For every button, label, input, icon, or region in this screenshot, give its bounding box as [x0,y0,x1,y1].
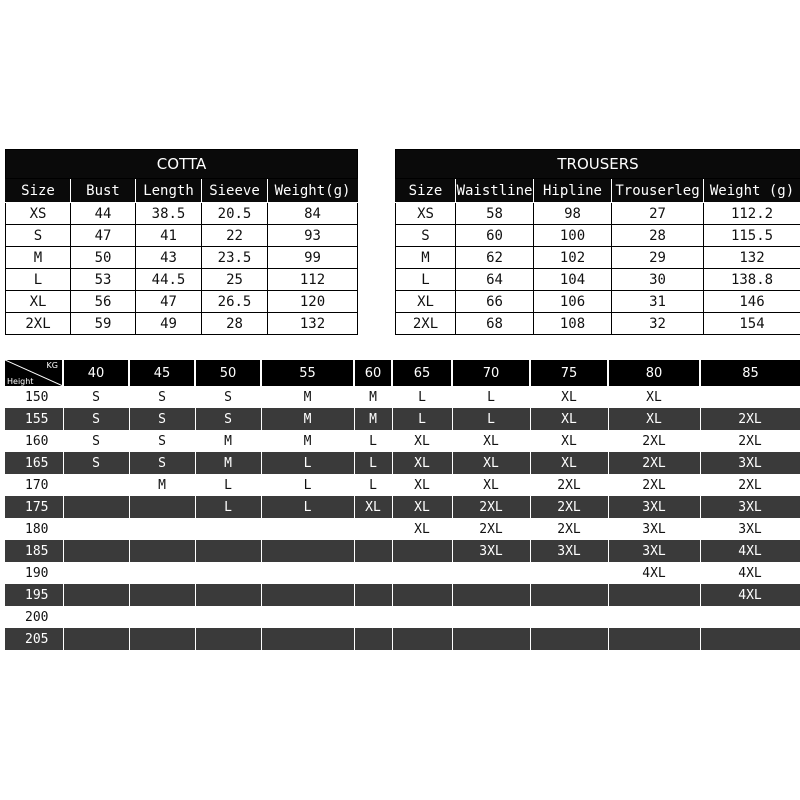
size-recommendation-cell [261,606,354,628]
trousers-size-row [396,269,800,291]
cotta-size-row [6,247,358,269]
size-recommendation-cell: L [195,474,261,496]
height-label: 200 [5,606,63,628]
size-recommendation-cell: M [261,408,354,430]
trousers-col-header: Trouserleg [612,179,704,203]
trousers-size-cell: S [396,225,456,247]
size-recommendation-cell: L [195,496,261,518]
size-recommendation-cell: L [261,474,354,496]
size-recommendation-cell: XL [452,430,530,452]
size-recommendation-cell: 2XL [530,518,608,540]
height-row [5,430,800,452]
size-recommendation-cell: 3XL [530,540,608,562]
size-recommendation-cell: 2XL [608,430,700,452]
trousers-measure-cell: 64 [456,269,534,291]
size-recommendation-cell [129,540,195,562]
size-recommendation-cell [261,584,354,606]
weight-header-row [5,360,800,386]
trousers-size-cell: XS [396,203,456,225]
size-recommendation-cell [354,584,392,606]
size-recommendation-cell: 3XL [608,540,700,562]
size-recommendation-cell: XL [530,430,608,452]
cotta-measure-cell: 59 [71,313,136,335]
size-recommendation-cell: 2XL [530,474,608,496]
size-recommendation-cell: L [354,474,392,496]
trousers-measure-cell: 132 [704,247,800,269]
size-recommendation-cell: 2XL [452,496,530,518]
trousers-measure-cell: 154 [704,313,800,335]
trousers-size-cell: XL [396,291,456,313]
cotta-measure-cell: 93 [268,225,358,247]
size-recommendation-cell: 3XL [452,540,530,562]
size-recommendation-cell: 2XL [452,518,530,540]
cotta-measure-cell: 120 [268,291,358,313]
height-label: 190 [5,562,63,584]
size-recommendation-cell [195,606,261,628]
trousers-measure-cell: 30 [612,269,704,291]
size-recommendation-cell: XL [530,452,608,474]
cotta-measure-cell: 38.5 [136,203,202,225]
size-recommendation-cell [195,562,261,584]
size-recommendation-cell: M [261,386,354,408]
trousers-measure-cell: 115.5 [704,225,800,247]
size-recommendation-cell: M [354,386,392,408]
trousers-measure-cell: 58 [456,203,534,225]
size-recommendation-cell: M [129,474,195,496]
trousers-col-header: Size [396,179,456,203]
height-row [5,474,800,496]
weight-header: 40 [63,360,129,386]
cotta-measure-cell: 132 [268,313,358,335]
size-recommendation-cell: L [392,386,452,408]
size-recommendation-cell: M [261,430,354,452]
cotta-size-table [5,149,358,335]
cotta-size-cell: XS [6,203,71,225]
cotta-size-cell: S [6,225,71,247]
size-recommendation-cell: S [129,430,195,452]
cotta-measure-cell: 20.5 [202,203,268,225]
size-recommendation-cell: XL [392,496,452,518]
size-recommendation-cell [452,628,530,650]
height-axis-label: Height [7,377,34,386]
cotta-size-cell: 2XL [6,313,71,335]
size-recommendation-cell: S [129,452,195,474]
size-recommendation-cell: 3XL [608,496,700,518]
size-recommendation-cell [129,518,195,540]
size-recommendation-cell: L [261,496,354,518]
cotta-size-row [6,225,358,247]
size-recommendation-cell: XL [530,386,608,408]
trousers-measure-cell: 104 [534,269,612,291]
height-row [5,408,800,430]
size-recommendation-cell: S [63,430,129,452]
cotta-size-row [6,313,358,335]
size-recommendation-cell: M [195,430,261,452]
height-label: 185 [5,540,63,562]
size-recommendation-cell [608,584,700,606]
size-recommendation-cell [129,628,195,650]
height-row [5,562,800,584]
size-recommendation-cell [261,562,354,584]
size-recommendation-cell: 4XL [700,540,800,562]
height-row [5,540,800,562]
size-recommendation-cell [63,496,129,518]
size-recommendation-cell [261,518,354,540]
size-recommendation-cell: L [452,386,530,408]
size-recommendation-cell [195,518,261,540]
trousers-measure-cell: 60 [456,225,534,247]
size-recommendation-cell: 4XL [700,584,800,606]
trousers-measure-cell: 108 [534,313,612,335]
size-recommendation-cell [608,606,700,628]
size-recommendation-cell [608,628,700,650]
size-recommendation-cell: M [195,452,261,474]
size-recommendation-cell [129,584,195,606]
size-recommendation-cell: 2XL [700,408,800,430]
trousers-size-row [396,225,800,247]
size-recommendation-cell [452,584,530,606]
size-recommendation-cell: S [195,408,261,430]
weight-header: 50 [195,360,261,386]
size-recommendation-cell: XL [354,496,392,518]
size-recommendation-cell: 2XL [700,430,800,452]
size-recommendation-cell: 3XL [608,518,700,540]
cotta-title: COTTA [6,150,358,179]
size-recommendation-cell [530,606,608,628]
size-recommendation-cell [700,628,800,650]
height-row [5,584,800,606]
cotta-col-header: Weight(g) [268,179,358,203]
size-recommendation-cell [392,540,452,562]
size-recommendation-cell [392,562,452,584]
trousers-measure-cell: 102 [534,247,612,269]
cotta-measure-cell: 43 [136,247,202,269]
cotta-measure-cell: 84 [268,203,358,225]
cotta-size-cell: M [6,247,71,269]
cotta-size-cell: L [6,269,71,291]
trousers-measure-cell: 29 [612,247,704,269]
height-row [5,386,800,408]
size-recommendation-cell [63,606,129,628]
size-recommendation-cell [129,496,195,518]
height-label: 170 [5,474,63,496]
cotta-measure-cell: 28 [202,313,268,335]
cotta-measure-cell: 26.5 [202,291,268,313]
trousers-measure-cell: 68 [456,313,534,335]
cotta-measure-cell: 49 [136,313,202,335]
size-recommendation-cell [195,584,261,606]
height-label: 175 [5,496,63,518]
trousers-measure-cell: 106 [534,291,612,313]
cotta-measure-cell: 47 [136,291,202,313]
size-recommendation-cell: S [129,386,195,408]
cotta-measure-cell: 56 [71,291,136,313]
trousers-measure-cell: 98 [534,203,612,225]
trousers-measure-cell: 100 [534,225,612,247]
size-recommendation-cell [63,562,129,584]
size-recommendation-cell [63,518,129,540]
height-label: 160 [5,430,63,452]
weight-header: 60 [354,360,392,386]
cotta-size-row [6,291,358,313]
cotta-measure-cell: 99 [268,247,358,269]
grid-corner-cell [5,360,63,386]
height-label: 165 [5,452,63,474]
cotta-col-header: Size [6,179,71,203]
size-recommendation-cell: XL [608,408,700,430]
trousers-size-table [395,149,800,335]
cotta-measure-cell: 23.5 [202,247,268,269]
size-recommendation-cell [63,474,129,496]
size-recommendation-cell [354,518,392,540]
size-recommendation-cell [129,606,195,628]
size-recommendation-cell: S [63,386,129,408]
weight-header: 55 [261,360,354,386]
cotta-col-header: Length [136,179,202,203]
size-recommendation-cell [392,606,452,628]
weight-axis-label: KG [46,361,58,370]
cotta-size-row [6,269,358,291]
size-recommendation-cell: L [392,408,452,430]
cotta-measure-cell: 53 [71,269,136,291]
weight-header: 80 [608,360,700,386]
size-recommendation-cell: 4XL [700,562,800,584]
height-label: 195 [5,584,63,606]
size-recommendation-cell [354,628,392,650]
trousers-measure-cell: 112.2 [704,203,800,225]
trousers-title: TROUSERS [396,150,800,179]
trousers-measure-cell: 62 [456,247,534,269]
size-recommendation-cell [261,540,354,562]
size-recommendation-cell [63,628,129,650]
trousers-size-row [396,247,800,269]
trousers-size-cell: 2XL [396,313,456,335]
size-recommendation-cell [195,540,261,562]
size-recommendation-cell: 3XL [700,518,800,540]
size-recommendation-cell: XL [452,452,530,474]
cotta-col-header: Bust [71,179,136,203]
size-recommendation-cell: 2XL [608,474,700,496]
size-recommendation-cell [700,606,800,628]
size-recommendation-cell: XL [392,452,452,474]
size-recommendation-cell: S [63,452,129,474]
size-recommendation-cell: 3XL [700,496,800,518]
height-row [5,496,800,518]
trousers-size-cell: M [396,247,456,269]
size-recommendation-cell: XL [392,474,452,496]
size-recommendation-cell: S [129,408,195,430]
cotta-measure-cell: 25 [202,269,268,291]
trousers-col-header: Hipline [534,179,612,203]
cotta-measure-cell: 44 [71,203,136,225]
size-recommendation-cell: XL [392,430,452,452]
size-recommendation-cell: M [354,408,392,430]
weight-header: 70 [452,360,530,386]
trousers-measure-cell: 28 [612,225,704,247]
height-label: 155 [5,408,63,430]
height-label: 205 [5,628,63,650]
size-recommendation-cell [530,584,608,606]
trousers-size-cell: L [396,269,456,291]
trousers-size-row [396,291,800,313]
trousers-measure-cell: 146 [704,291,800,313]
weight-header: 65 [392,360,452,386]
size-recommendation-cell [63,584,129,606]
size-recommendation-cell: 2XL [530,496,608,518]
cotta-measure-cell: 41 [136,225,202,247]
size-recommendation-cell [261,628,354,650]
trousers-measure-cell: 27 [612,203,704,225]
trousers-size-row [396,203,800,225]
cotta-size-row [6,203,358,225]
trousers-measure-cell: 31 [612,291,704,313]
size-recommendation-cell [452,562,530,584]
cotta-measure-cell: 47 [71,225,136,247]
trousers-col-header: Weight (g) [704,179,800,203]
trousers-measure-cell: 66 [456,291,534,313]
size-recommendation-cell [392,628,452,650]
size-recommendation-cell: L [354,452,392,474]
weight-header: 85 [700,360,800,386]
height-weight-size-grid [5,360,800,650]
size-recommendation-cell: XL [608,386,700,408]
cotta-header-row [6,179,358,203]
size-recommendation-cell: 2XL [700,474,800,496]
size-recommendation-cell: 2XL [608,452,700,474]
trousers-col-header: Waistline [456,179,534,203]
height-label: 150 [5,386,63,408]
cotta-measure-cell: 44.5 [136,269,202,291]
size-recommendation-cell: 4XL [608,562,700,584]
size-recommendation-cell: S [63,408,129,430]
size-recommendation-cell [354,562,392,584]
size-recommendation-cell [354,540,392,562]
height-row [5,518,800,540]
weight-header: 75 [530,360,608,386]
height-row [5,628,800,650]
height-label: 180 [5,518,63,540]
cotta-measure-cell: 112 [268,269,358,291]
size-recommendation-cell [452,606,530,628]
cotta-measure-cell: 22 [202,225,268,247]
cotta-size-cell: XL [6,291,71,313]
size-recommendation-cell [530,562,608,584]
size-recommendation-cell [354,606,392,628]
cotta-col-header: Sieeve [202,179,268,203]
size-recommendation-cell: S [195,386,261,408]
trousers-header-row [396,179,800,203]
weight-header: 45 [129,360,195,386]
size-recommendation-cell: L [452,408,530,430]
cotta-measure-cell: 50 [71,247,136,269]
size-recommendation-cell: 3XL [700,452,800,474]
size-recommendation-cell [530,628,608,650]
size-recommendation-cell: L [354,430,392,452]
size-recommendation-cell [129,562,195,584]
size-recommendation-cell [195,628,261,650]
size-recommendation-cell [700,386,800,408]
trousers-size-row [396,313,800,335]
height-row [5,452,800,474]
height-row [5,606,800,628]
size-recommendation-cell [63,540,129,562]
size-recommendation-cell: XL [392,518,452,540]
trousers-measure-cell: 138.8 [704,269,800,291]
size-recommendation-cell [392,584,452,606]
size-recommendation-cell: XL [530,408,608,430]
size-recommendation-cell: XL [452,474,530,496]
trousers-measure-cell: 32 [612,313,704,335]
size-recommendation-cell: L [261,452,354,474]
